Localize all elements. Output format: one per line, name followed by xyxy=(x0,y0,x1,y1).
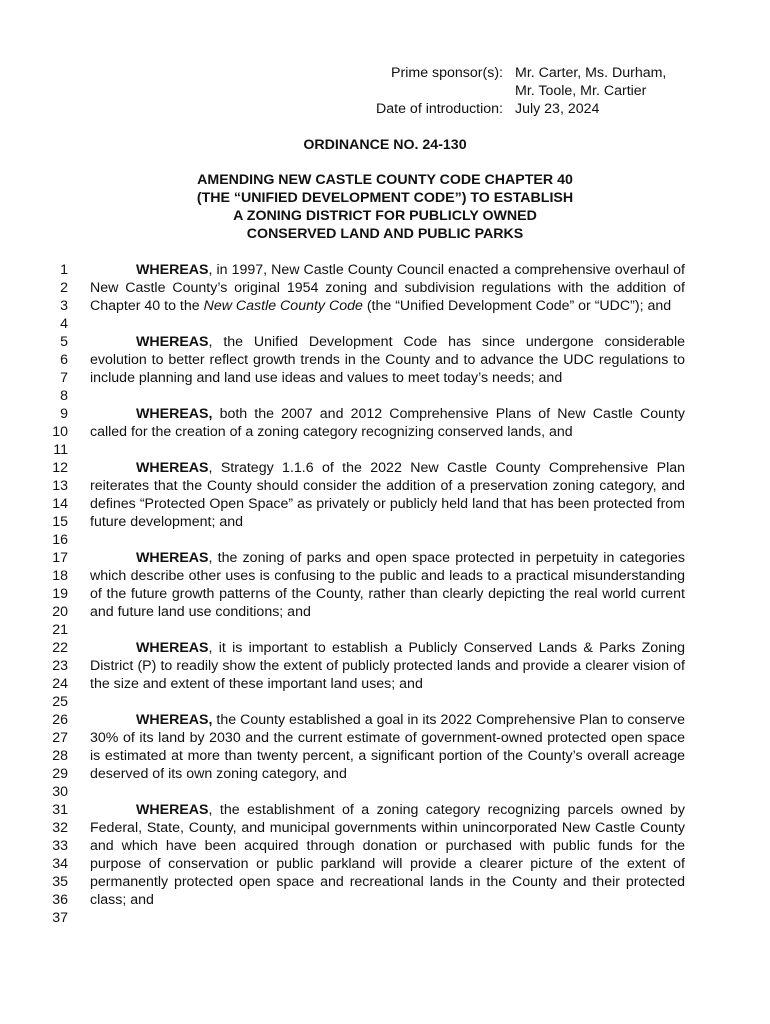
line-number: 17 xyxy=(52,550,68,566)
line-number: 21 xyxy=(52,622,68,638)
paragraph-text: , in 1997, New Castle County Council enacted a comprehensive overhaul of New Castle County’s original 1954 zoning and subdivision regulations with the addition of Chapter 40 to the xyxy=(90,262,685,314)
line-number: 15 xyxy=(52,514,68,530)
paragraph-text: the County established a goal in its 2022 Comprehensive Plan to conserve 30% of its land by 2030 and the current estimate of government-owned protected open space is estimated at more than twenty percent, a significant portion of the County’s overall acreage deserved of its own zoning category, and xyxy=(90,712,685,782)
ordinance-body xyxy=(90,261,685,909)
line-number: 11 xyxy=(53,442,68,458)
sponsor-label-spacer xyxy=(340,82,515,100)
line-number: 7 xyxy=(60,370,68,386)
line-number: 27 xyxy=(52,730,68,746)
paragraph-text: , the establishment of a zoning category recognizing parcels owned by Federal, State, County, and municipal governments within unincorporated New Castle County and which have been acquired through donation or purchased with public funds for the purpose of conservation or public parkland will provide a clearer picture of the extent of permanently protected open space and recreational lands in the County and their protected class; and xyxy=(90,802,685,908)
paragraph-text: , the Unified Development Code has since undergone considerable evolution to better reflect growth trends in the County and to advance the UDC regulations to include planning and land use ideas and values to meet today’s needs; and xyxy=(90,334,685,386)
line-number: 9 xyxy=(60,406,68,422)
line-number: 33 xyxy=(52,838,68,854)
whereas-keyword: WHEREAS, xyxy=(136,406,213,422)
line-number: 32 xyxy=(52,820,68,836)
ordinance-title-line: AMENDING NEW CASTLE COUNTY CODE CHAPTER 40 xyxy=(197,172,573,188)
line-number: 2 xyxy=(60,280,68,296)
line-number: 10 xyxy=(52,424,68,440)
line-number: 1 xyxy=(60,262,68,278)
sponsor-names-line-1: Mr. Carter, Ms. Durham, xyxy=(515,65,667,81)
line-number: 18 xyxy=(52,568,68,584)
line-number: 25 xyxy=(52,694,68,710)
paragraph-text: , the zoning of parks and open space protected in perpetuity in categories which describe other uses is confusing to the public and leads to a practical misunderstanding of the future growth patterns of the County, rather than clearly depicting the real world current and future land use conditions; and xyxy=(90,550,685,620)
line-number: 37 xyxy=(52,910,68,926)
whereas-keyword: WHEREAS xyxy=(136,802,209,818)
whereas-paragraph xyxy=(90,639,685,693)
line-numbers xyxy=(40,261,68,927)
ordinance-title-line: (THE “UNIFIED DEVELOPMENT CODE”) TO ESTABLISH xyxy=(196,190,574,206)
line-number: 14 xyxy=(52,496,68,512)
paragraph-text: , Strategy 1.1.6 of the 2022 New Castle County Comprehensive Plan reiterates that the County should consider the addition of a preservation zoning category, and defines “Protected Open Space” as privately or publicly held land that has been protected from future development; and xyxy=(90,460,685,530)
ordinance-title xyxy=(0,171,770,243)
whereas-paragraph xyxy=(90,459,685,531)
paragraph-text: both the 2007 and 2012 Comprehensive Plans of New Castle County called for the creation of a zoning category recognizing conserved lands, and xyxy=(90,406,685,440)
line-number: 8 xyxy=(60,388,68,404)
whereas-keyword: WHEREAS xyxy=(136,640,209,656)
date-label: Date of introduction: xyxy=(376,101,503,117)
line-number: 22 xyxy=(52,640,68,656)
ordinance-title-line: CONSERVED LAND AND PUBLIC PARKS xyxy=(246,226,524,242)
line-number: 3 xyxy=(60,298,68,314)
line-number: 6 xyxy=(60,352,68,368)
paragraph-text: (the “Unified Development Code” or “UDC”); and xyxy=(362,298,672,314)
whereas-paragraph xyxy=(90,333,685,387)
ordinance-number: ORDINANCE NO. 24-130 xyxy=(303,137,467,153)
line-number: 30 xyxy=(52,784,68,800)
whereas-keyword: WHEREAS xyxy=(136,460,209,476)
date-row xyxy=(340,100,715,118)
line-number: 34 xyxy=(52,856,68,872)
line-number: 31 xyxy=(52,802,68,818)
line-number: 26 xyxy=(52,712,68,728)
line-number: 4 xyxy=(60,316,68,332)
line-number: 36 xyxy=(52,892,68,908)
whereas-paragraph xyxy=(90,549,685,621)
line-number: 28 xyxy=(52,748,68,764)
line-number: 20 xyxy=(52,604,68,620)
sponsor-block xyxy=(340,64,715,118)
whereas-keyword: WHEREAS, xyxy=(136,712,213,728)
line-number: 5 xyxy=(60,334,68,350)
whereas-paragraph xyxy=(90,405,685,441)
date-value: July 23, 2024 xyxy=(515,101,600,117)
whereas-paragraph xyxy=(90,711,685,783)
line-number: 35 xyxy=(52,874,68,890)
ordinance-title-line: A ZONING DISTRICT FOR PUBLICLY OWNED xyxy=(233,208,537,224)
sponsor-names-line-2: Mr. Toole, Mr. Cartier xyxy=(515,83,647,99)
line-number: 29 xyxy=(52,766,68,782)
line-number: 23 xyxy=(52,658,68,674)
code-title-italic: New Castle County Code xyxy=(203,298,363,314)
line-number: 12 xyxy=(52,460,68,476)
paragraph-text: , it is important to establish a Publicly Conserved Lands & Parks Zoning District (P) to readily show the extent of publicly protected lands and provide a clearer vision of the size and extent of these important land uses; and xyxy=(90,640,685,692)
whereas-keyword: WHEREAS xyxy=(136,550,209,566)
whereas-paragraph xyxy=(90,261,685,315)
line-number: 24 xyxy=(52,676,68,692)
whereas-keyword: WHEREAS xyxy=(136,334,209,350)
sponsor-row-continued xyxy=(340,82,715,100)
sponsor-row xyxy=(340,64,715,82)
sponsor-label: Prime sponsor(s): xyxy=(391,65,503,81)
line-number: 16 xyxy=(52,532,68,548)
line-number: 13 xyxy=(52,478,68,494)
line-number: 19 xyxy=(52,586,68,602)
whereas-paragraph xyxy=(90,801,685,909)
whereas-keyword: WHEREAS xyxy=(136,262,209,278)
